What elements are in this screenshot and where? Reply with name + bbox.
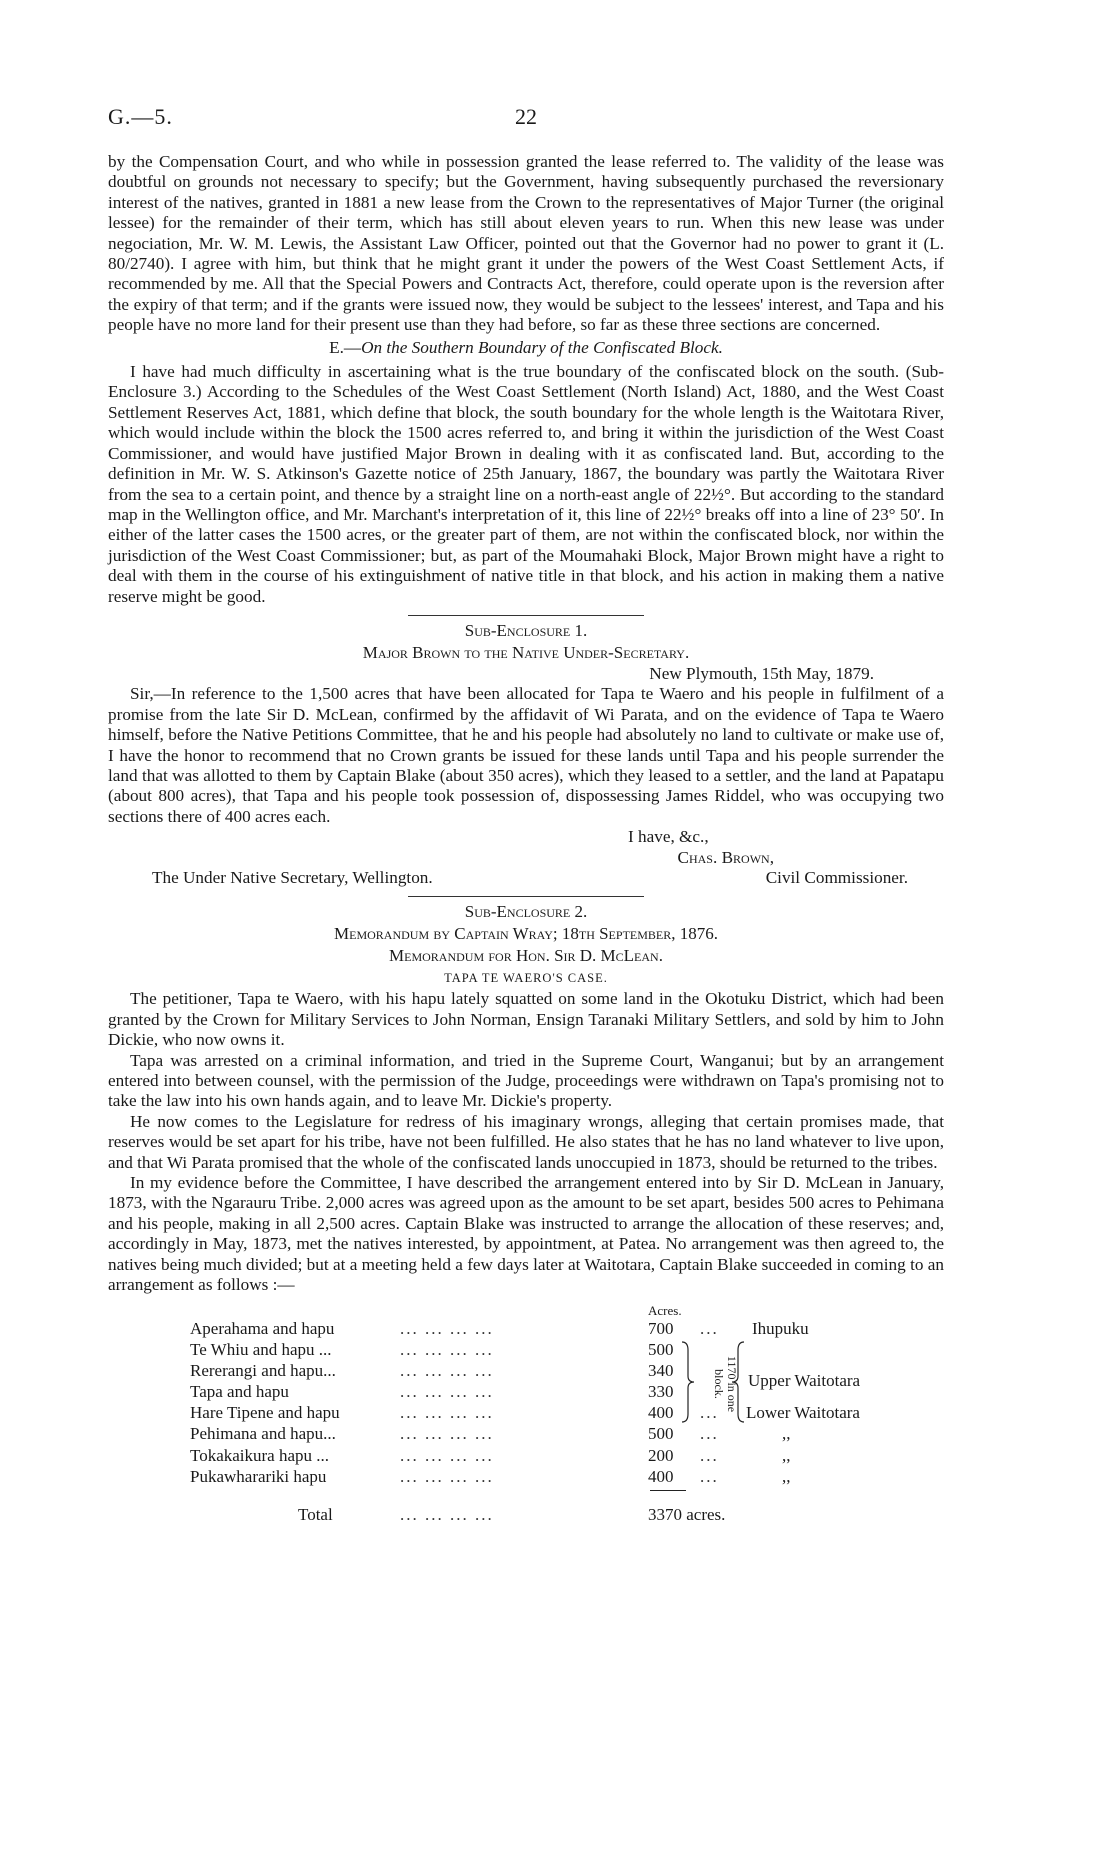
leader-dots: ... [700, 1466, 719, 1486]
memorandum-title-1: Memorandum by Captain Wray; 18th September, 1876. [334, 924, 718, 944]
acres-value: 400 [648, 1403, 674, 1423]
table-row [190, 1466, 910, 1487]
hapu-name: Tapa and hapu [190, 1382, 289, 1402]
memorandum-title-2: Memorandum for Hon. Sir D. McLean. [389, 946, 663, 966]
region-name: Ihupuku [752, 1318, 809, 1338]
case-title: TAPA TE WAERO'S CASE. [444, 971, 608, 986]
leader-dots: ... ... ... ... [400, 1445, 494, 1465]
hapu-name: Hare Tipene and hapu [190, 1403, 340, 1423]
page-header [108, 104, 944, 134]
section-e-lead: E.— [329, 337, 362, 357]
hapu-name: Tokakaikura hapu ... [190, 1445, 330, 1465]
bracket-note [700, 1344, 742, 1424]
acres-value: 700 [648, 1318, 674, 1338]
memo-paragraph: In my evidence before the Committee, I have described the arrangement entered into by Sir D. McLean in January, 1873, with the Ngarauru Tribe. 2,000 acres was agreed upon as the amount to be set apart, besides 500 acres to Pehimana and his people, making in all 2,500 acres. Captain Blake was instructed to arrange the allocation of these reserves; and, accordingly in May, 1873, met the natives interested, by appointment, at Patea. No arrangement was then agreed to, the natives being much divided; but at a meeting held a few days later at Waitotara, Captain Blake succeeded in coming to an arrangement as follows :— [108, 1173, 944, 1295]
allocation-table [190, 1302, 910, 1530]
hapu-name: Rererangi and hapu... [190, 1360, 336, 1380]
total-label: Total [298, 1504, 333, 1524]
leader-dots: ... ... ... ... [400, 1360, 494, 1380]
memo-paragraph: The petitioner, Tapa te Waero, with his hapu lately squatted on some land in the Okotuku District, which had been granted by the Crown for Military Services to John Norman, Ensign Taranaki Military Settlers, and sold by him to John Dickie, who now owns it. [108, 989, 944, 1050]
hapu-name: Aperahama and hapu [190, 1318, 335, 1338]
bracket-note-text: 1170 in one block. [712, 1355, 739, 1412]
acres-value: 500 [648, 1424, 674, 1444]
leader-dots: ... [700, 1424, 719, 1444]
leader-dots: ... ... ... ... [400, 1403, 494, 1423]
section-divider [408, 615, 644, 616]
leader-dots: ... ... ... ... [400, 1318, 494, 1338]
leader-dots: ... ... ... ... [400, 1466, 494, 1486]
letter-signature: Chas. Brown, [677, 847, 774, 867]
sub-enclosure-2-heading: Sub-Enclosure 2. [464, 902, 588, 922]
table-row [190, 1445, 910, 1466]
leader-dots: ... ... ... ... [400, 1504, 494, 1524]
letter-date: New Plymouth, 15th May, 1879. [649, 663, 874, 683]
total-rule [650, 1490, 686, 1491]
acres-column-header: Acres. [648, 1302, 682, 1318]
ditto-mark: ,, [782, 1466, 791, 1486]
total-value: 3370 acres. [648, 1504, 726, 1524]
memo-paragraph: Tapa was arrested on a criminal information, and tried in the Supreme Court, Wanganui; but by an arrangement entered into between counsel, with the permission of the Judge, proceedings were withdrawn on Tapa's promising not to take the law into his own hands again, and to leave Mr. Dickie's property. [108, 1050, 944, 1111]
hapu-name: Te Whiu and hapu ... [190, 1339, 332, 1359]
region-name: Lower Waitotara [746, 1403, 860, 1423]
acres-value: 500 [648, 1339, 674, 1359]
bracket-region: Upper Waitotara [748, 1370, 861, 1390]
series-label: G.—5. [108, 104, 173, 129]
paragraph-compensation-court: by the Compensation Court, and who while in possession granted the lease referred to. The validity of the lease was doubtful on grounds not necessary to specify; but the Government, having subsequently purchased the reversionary interest of the natives, granted in 1881 a new lease from the Crown to the representatives of Major Turner (the original lessee) for the remainder of their term, which has still about eleven years to run. When this new lease was under negociation, Mr. W. M. Lewis, the Assistant Law Officer, pointed out that the Governor had no power to grant it (L. 80/2740). I agree with him, but think that he might grant it under the powers of the West Coast Settlement Acts, if recommended by me. All that the Special Powers and Contracts Act, therefore, could operate upon is the reversion after the expiry of that term; and if the grants were issued now, they would be subject to the lessees' interest, and Tapa and his people have no more land for their present use than they had before, so far as these three sections are concerned. [108, 152, 944, 335]
leader-dots: ... ... ... ... [400, 1424, 494, 1444]
hapu-name: Pukawharariki hapu [190, 1466, 327, 1486]
table-row [190, 1318, 910, 1339]
letter-body: Sir,—In reference to the 1,500 acres that have been allocated for Tapa te Waero and his people in fulfilment of a promise from the late Sir D. McLean, confirmed by the affidavit of Wi Parata, and on the evidence of Tapa te Waero himself, before the Native Petitions Committee, that he and his people had absolutely no land to cultivate or make use of, I have the honor to recommend that no Crown grants be issued for these lands until Tapa and his people surrender the land that was allotted to them by Captain Blake (about 350 acres), which they leased to a settler, and the land at Papatapu (about 800 acres), that Tapa and his people took possession of, dispossessing James Riddel, who was occupying two sections there of 400 acres each. [108, 684, 944, 826]
leader-dots: ... ... ... ... [400, 1382, 494, 1402]
paragraph-southern-boundary: I have had much difficulty in ascertaining what is the true boundary of the confiscated block on the south. (Sub-Enclosure 3.) According to the Schedules of the West Coast Settlement (North Island) Act, 1880, and the West Coast Settlement Reserves Act, 1881, which define that block, the south boundary for the whole length is the Waitotara River, which would include within the block the 1500 acres referred to, and bring it within the jurisdiction of the West Coast Commissioner, and would have justified Major Brown in dealing with it as confiscated land. But, according to the definition in Mr. W. S. Atkinson's Gazette notice of 25th January, 1867, the boundary was partly the Waitotara River from the sea to a certain point, and thence by a straight line on a north-east angle of 22½°. But according to the standard map in the Wellington office, and Mr. Marchant's interpretation of it, this line of 22½° breaks off into a line of 23° 50′. In either of the latter cases the 1500 acres, or the greater part of them, are not within the confiscated block, nor within the jurisdiction of the West Coast Commissioner; but, as part of the Moumahaki Block, Major Brown might have a right to deal with them in the course of his extinguishment of native title in that block, and his action in making them a native reserve might be good. [108, 362, 944, 606]
leader-dots: ... ... ... ... [400, 1339, 494, 1359]
section-e-title: On the Southern Boundary of the Confiscated Block. [361, 337, 723, 357]
document-body [108, 152, 944, 1530]
section-e-heading [108, 338, 944, 358]
total-row [190, 1504, 910, 1525]
leader-dots: ... [700, 1445, 719, 1465]
letter-addressee: The Under Native Secretary, Wellington. [152, 868, 433, 887]
sub-enclosure-1-heading: Sub-Enclosure 1. [464, 620, 588, 640]
table-row [190, 1402, 910, 1423]
acres-value: 340 [648, 1360, 674, 1380]
section-divider [408, 896, 644, 897]
sub-enclosure-1-title: Major Brown to the Native Under-Secretary. [362, 642, 690, 662]
memo-paragraph: He now comes to the Legislature for redress of his imaginary wrongs, alleging that certain promises made, that reserves would be set apart for his tribe, have not been fulfilled. He also states that he has no land whatever to live upon, and that Wi Parata promised that the whole of the confiscated lands unoccupied in 1873, should be returned to the tribes. [108, 1111, 944, 1172]
letter-footer [108, 868, 944, 888]
leader-dots: ... [700, 1318, 719, 1338]
table-row [190, 1423, 910, 1444]
acres-value: 330 [648, 1382, 674, 1402]
ditto-mark: ,, [782, 1445, 791, 1465]
letter-closing: I have, &c., [628, 827, 709, 847]
hapu-name: Pehimana and hapu... [190, 1424, 336, 1444]
signatory-title: Civil Commissioner. [765, 868, 908, 887]
acres-value: 400 [648, 1466, 674, 1486]
leader-dots: ... [700, 1403, 719, 1423]
table-row [190, 1339, 910, 1360]
acres-value: 200 [648, 1445, 674, 1465]
page-number: 22 [515, 104, 537, 129]
ditto-mark: ,, [782, 1424, 791, 1444]
